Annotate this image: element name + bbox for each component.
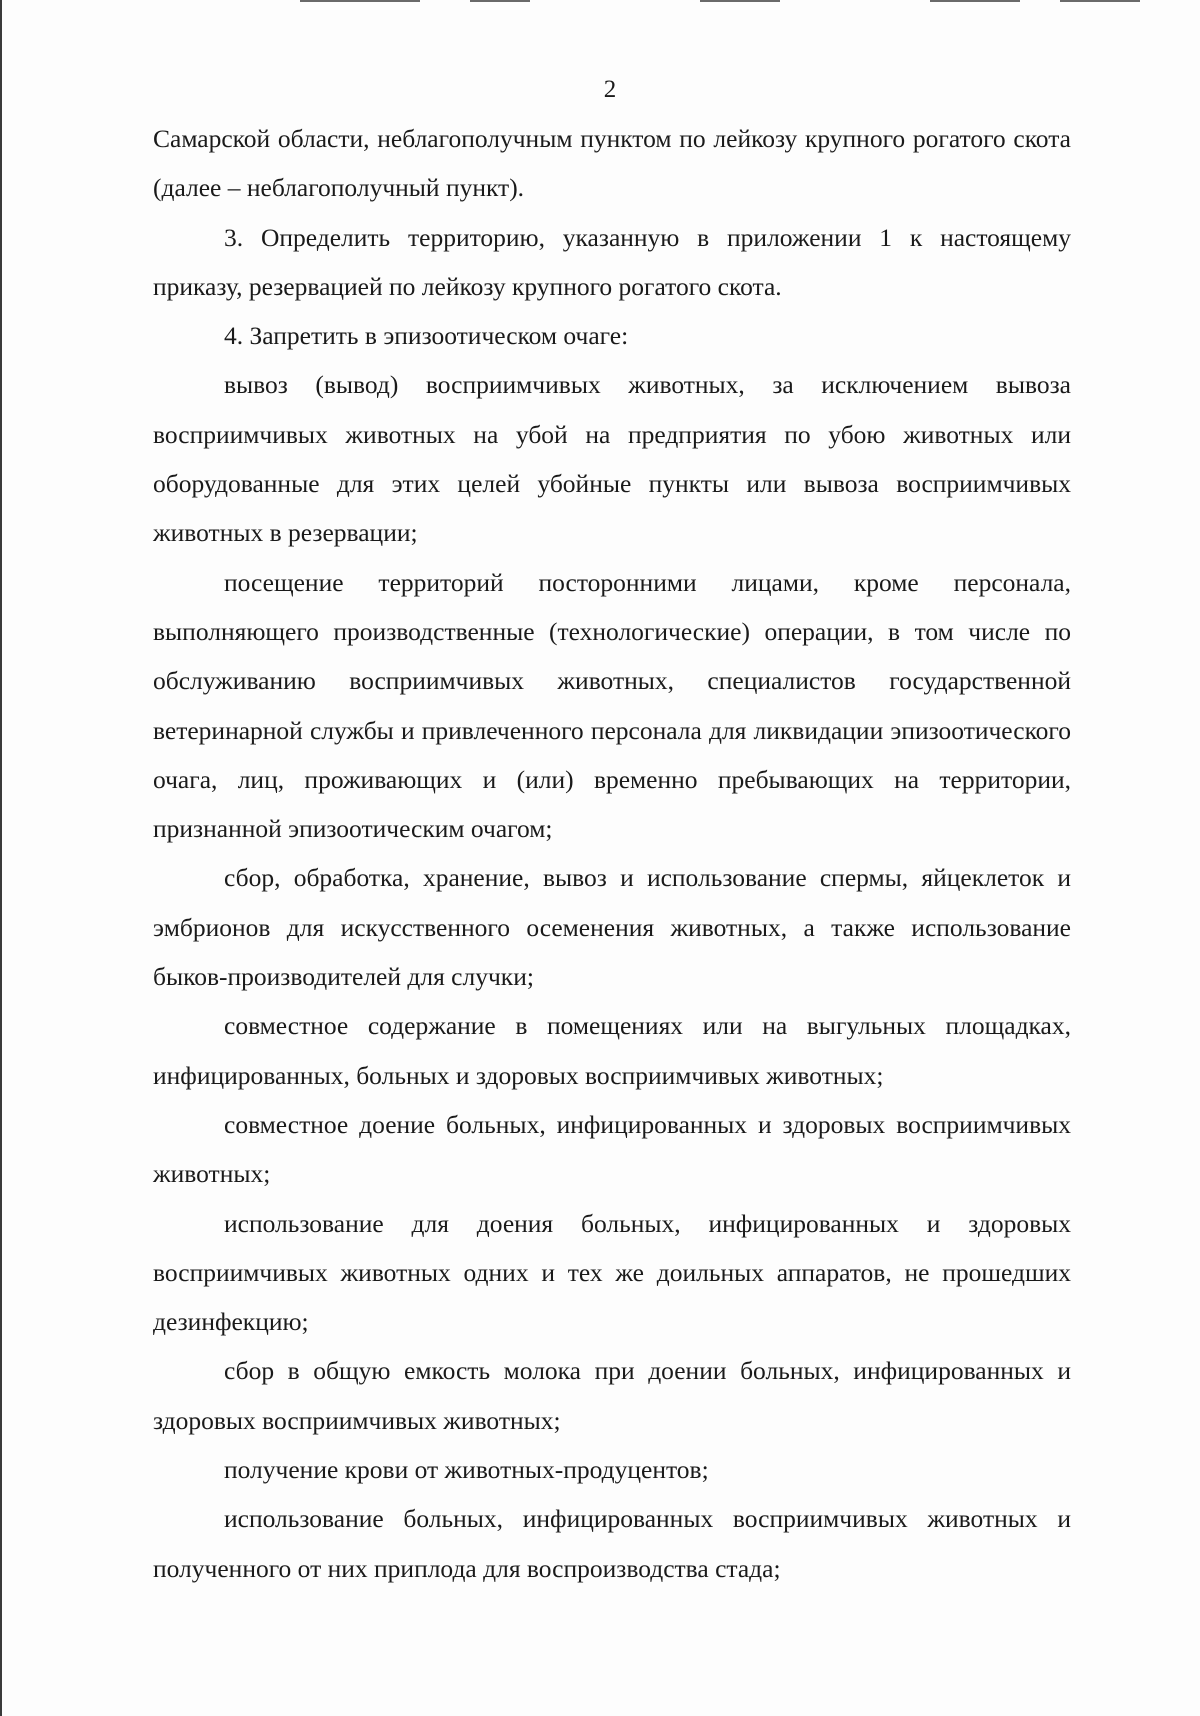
scan-edge-line xyxy=(0,0,2,1716)
scan-top-mark xyxy=(700,0,780,2)
paragraph: 3. Определить территорию, указанную в приложении 1 к настоящему приказу, резервацией по лейкозу крупного рогатого скота. xyxy=(153,222,1071,301)
scan-top-mark xyxy=(930,0,1020,2)
paragraph: 4. Запретить в эпизоотическом очаге: xyxy=(224,321,629,351)
page-number: 2 xyxy=(603,76,617,103)
scan-top-mark xyxy=(470,0,530,2)
paragraph: получение крови от животных-продуцентов; xyxy=(224,1455,709,1485)
paragraph: совместное содержание в помещениях или на выгульных площадках, инфицированных, больных и здоровых восприимчивых животных; xyxy=(153,1011,1071,1090)
scan-top-mark xyxy=(1060,0,1140,2)
scan-top-mark xyxy=(300,0,420,2)
paragraph: Самарской области, неблагополучным пунктом по лейкозу крупного рогатого скота (далее – неблагополучный пункт). xyxy=(153,124,1071,203)
paragraph: посещение территорий посторонними лицами, кроме персонала, выполняющего производственные (технологические) операции, в том числе по обслуживанию восприимчивых животных, специалистов государственной ветеринарной службы и привлеченного персонала для ликвидации эпизоотического очага, лиц, проживающих и (или) временно пребывающих на территории, признанной эпизоотическим очагом; xyxy=(153,567,1071,844)
paragraph: сбор в общую емкость молока при доении больных, инфицированных и здоровых восприимчивых животных; xyxy=(153,1356,1071,1435)
paragraph: вывоз (вывод) восприимчивых животных, за исключением вывоза восприимчивых животных на убой на предприятия по убою животных или оборудованные для этих целей убойные пункты или вывоза восприимчивых животных в резервации; xyxy=(153,370,1071,548)
paragraph: сбор, обработка, хранение, вывоз и использование спермы, яйцеклеток и эмбрионов для искусственного осеменения животных, а также использование быков-производителей для случки; xyxy=(153,863,1071,992)
paragraph: совместное доение больных, инфицированных и здоровых восприимчивых животных; xyxy=(153,1109,1071,1189)
paragraph: использование больных, инфицированных восприимчивых животных и полученного от них приплода для воспроизводства стада; xyxy=(153,1504,1071,1583)
document-body xyxy=(153,114,1071,1593)
paragraph: использование для доения больных, инфицированных и здоровых восприимчивых животных одних и тех же доильных аппаратов, не прошедших дезинфекцию; xyxy=(153,1208,1071,1337)
